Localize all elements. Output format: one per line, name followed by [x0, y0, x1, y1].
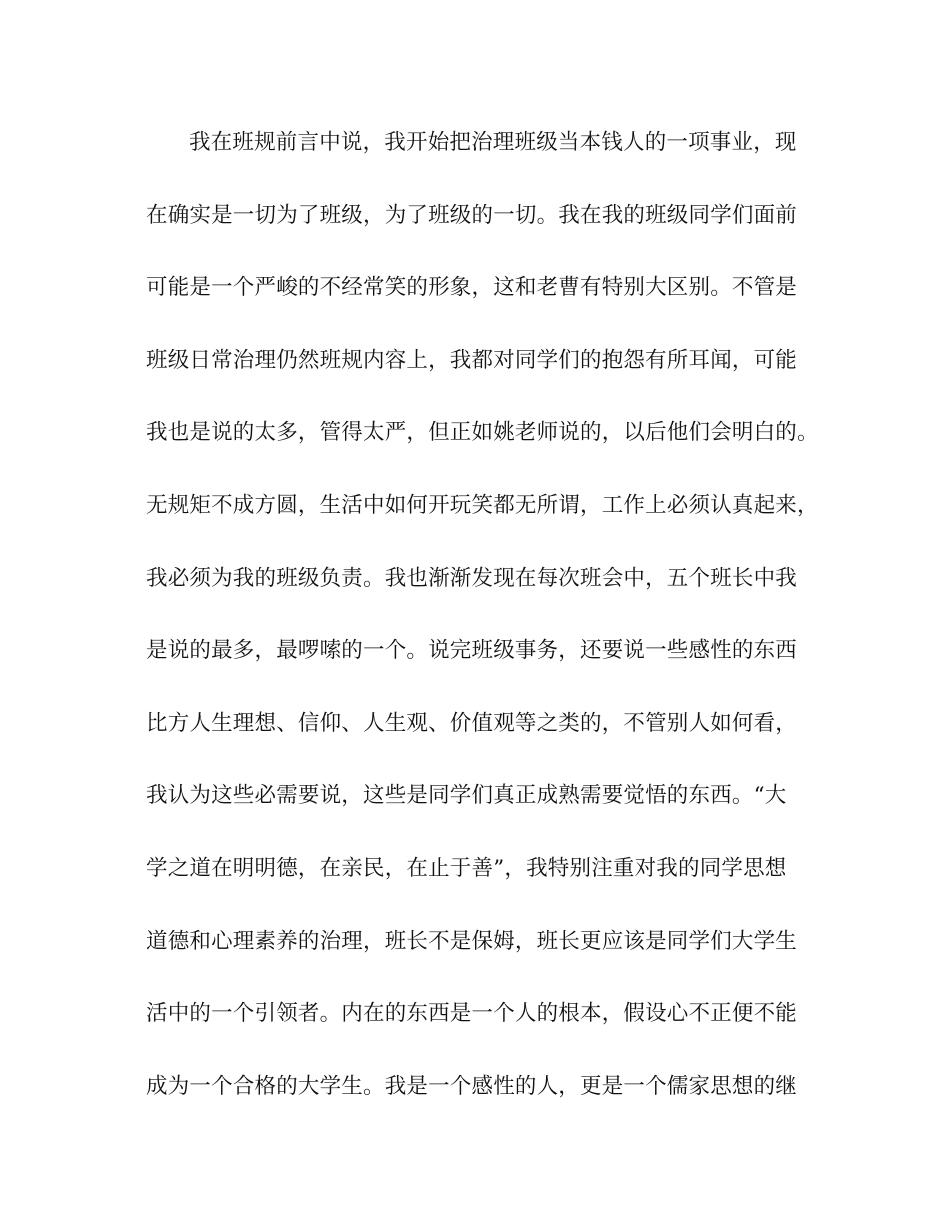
text-line: 比方人生理想、信仰、人生观、价值观等之类的，不管别人如何看， — [146, 710, 798, 736]
text-line: 我必须为我的班级负责。我也渐渐发现在每次班会中，五个班长中我 — [146, 565, 798, 591]
text-line: 班级日常治理仍然班规内容上，我都对同学们的抱怨有所耳闻，可能 — [146, 347, 798, 373]
text-line: 可能是一个严峻的不经常笑的形象，这和老曹有特别大区别。不管是 — [146, 275, 798, 301]
text-line: 我认为这些必需要说，这些是同学们真正成熟需要觉悟的东西。“大 — [146, 783, 787, 809]
body-paragraph — [146, 126, 819, 1142]
text-line: 无规矩不成方圆，生活中如何开玩笑都无所谓，工作上必须认真起来， — [146, 492, 819, 518]
text-line: 道德和心理素养的治理，班长不是保姆，班长更应该是同学们大学生 — [146, 928, 798, 954]
text-line: 活中的一个引领者。内在的东西是一个人的根本，假设心不正便不能 — [146, 1001, 798, 1027]
text-line: 我在班规前言中说，我开始把治理班级当本钱人的一项事业，现 — [189, 130, 797, 155]
text-line: 成为一个合格的大学生。我是一个感性的人，更是一个儒家思想的继 — [146, 1073, 798, 1099]
text-line: 我也是说的太多，管得太严，但正如姚老师说的，以后他们会明白的。 — [146, 420, 819, 446]
text-line: 学之道在明明德，在亲民，在止于善”，我特别注重对我的同学思想 — [146, 855, 787, 881]
text-line: 是说的最多，最啰嗦的一个。说完班级事务，还要说一些感性的东西 — [146, 638, 798, 664]
text-line: 在确实是一切为了班级，为了班级的一切。我在我的班级同学们面前 — [146, 202, 798, 228]
